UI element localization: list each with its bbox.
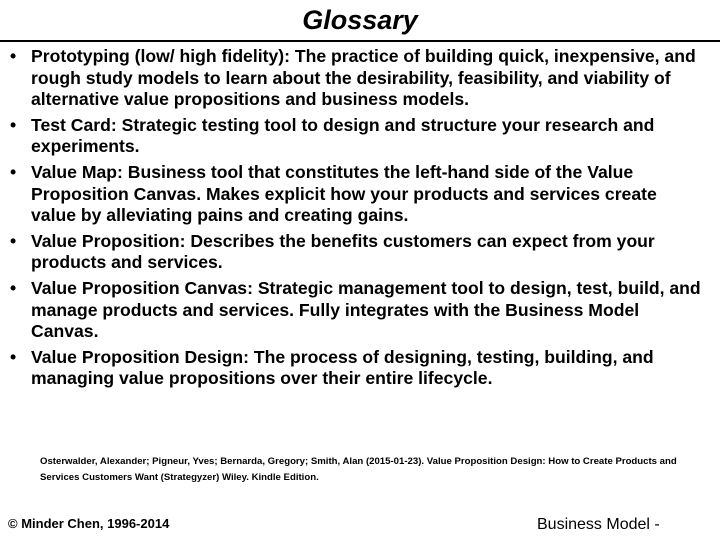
bullet-icon: • <box>10 114 17 135</box>
glossary-item-prototyping <box>10 46 702 111</box>
title-underline <box>0 40 720 42</box>
glossary-item-text: Test Card: Strategic testing tool to design and structure your research and experiments. <box>31 114 655 157</box>
glossary-item-text: Value Proposition Canvas: Strategic management tool to design, test, build, and manage products and services. Fully integrates with the Business Model Canvas. <box>31 277 701 342</box>
glossary-item-text: Value Proposition: Describes the benefits customers can expect from your products and services. <box>31 230 655 273</box>
copyright-footer: © Minder Chen, 1996-2014 <box>8 516 170 531</box>
source-citation: Osterwalder, Alexander; Pigneur, Yves; Bernarda, Gregory; Smith, Alan (2015-01-23). Value Proposition Design: How to Create Products and Services Customers Want (Strategyzer) Wiley. Kindle Edition. <box>40 456 677 483</box>
glossary-item-text: Prototyping (low/ high fidelity): The practice of building quick, inexpensive, and rough study models to learn about the desirability, feasibility, and viability of alternative value propositions and business models. <box>31 46 696 110</box>
bullet-icon: • <box>10 346 17 367</box>
glossary-item-value-proposition-design <box>10 347 702 390</box>
glossary-item-value-proposition-canvas <box>10 278 702 343</box>
glossary-list <box>10 46 702 394</box>
glossary-item-text: Value Proposition Design: The process of designing, testing, building, and managing value propositions over their entire lifecycle. <box>31 346 654 389</box>
section-footer: Business Model - <box>537 516 660 533</box>
glossary-item-value-proposition <box>10 231 702 274</box>
bullet-icon: • <box>10 46 17 66</box>
bullet-icon: • <box>10 161 17 182</box>
glossary-item-test-card <box>10 115 702 158</box>
slide-title: Glossary <box>302 5 418 35</box>
glossary-item-value-map <box>10 162 702 227</box>
glossary-item-text: Value Map: Business tool that constitutes the left-hand side of the Value Proposition Canvas. Makes explicit how your products and services create value by alleviating pains and creating gains. <box>31 161 657 226</box>
bullet-icon: • <box>10 277 17 298</box>
bullet-icon: • <box>10 230 17 251</box>
